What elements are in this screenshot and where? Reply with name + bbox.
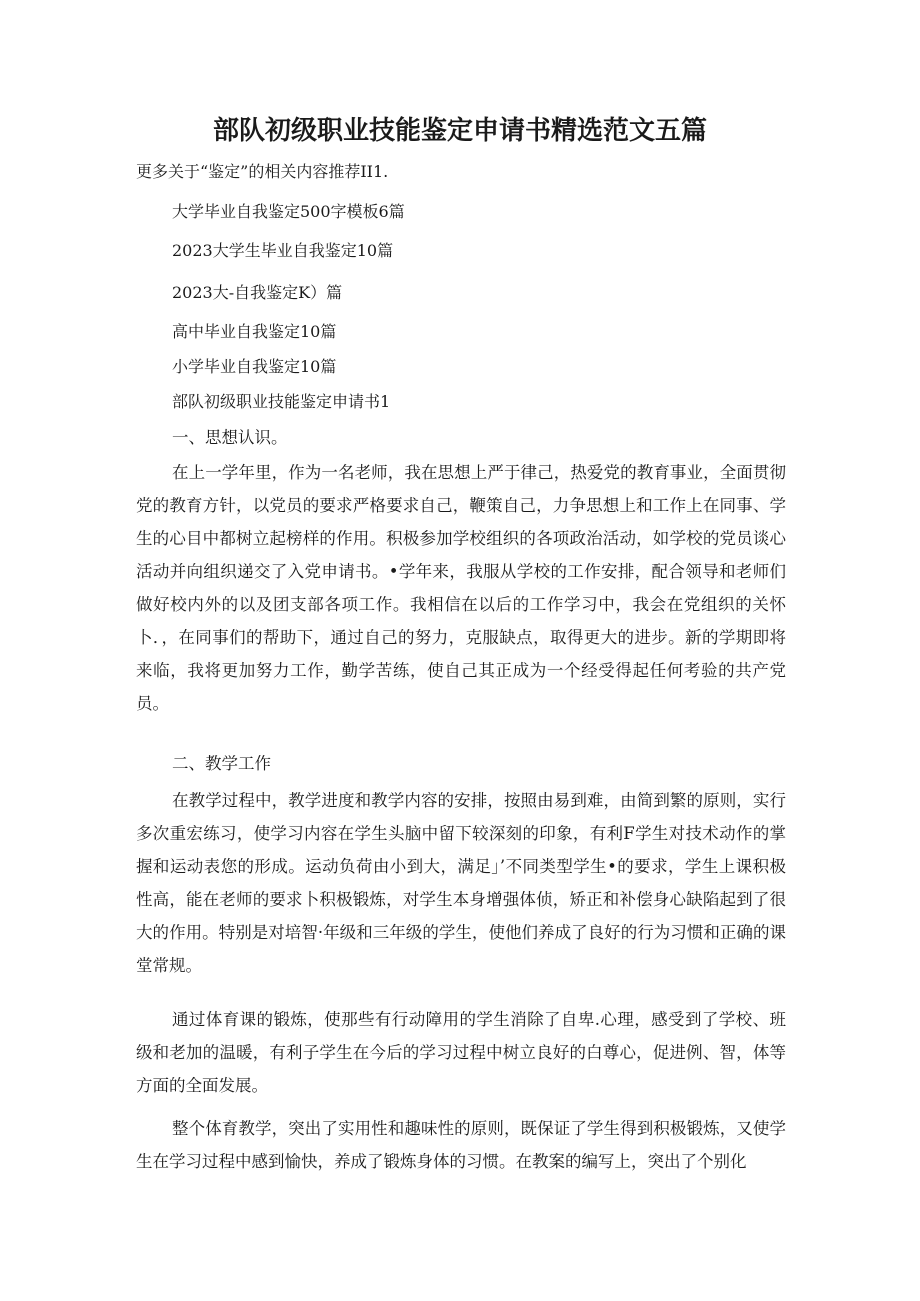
paragraph-teaching: 在教学过程中，教学进度和教学内容的安排，按照由易到难，由简到繁的原则，实行多次重宏练习，使学习内容在学生头脑中留下较深刻的印象，有利F学生对技术动作的掌握和运动表您的形成。运动负荷由小到大，满足」’不同类型学生•的要求，学生上课积极性高，能在老师的要求卜积极锻炼，对学生本身增强体侦，矫正和补偿身心缺陷起到了很大的作用。特别是对培智·年级和三年级的学生，使他们养成了良好的行为习惯和正确的课堂常规。 (136, 791, 786, 975)
related-link-item[interactable]: 大学毕业自我鉴定500字模板6篇 (172, 202, 405, 221)
paragraph-thought: 在上一学年里，作为一名老师，我在思想上严于律己，热爱党的教育事业，全面贯彻党的教育方针，以党员的要求严格要求自己，鞭策自己，力争思想上和工作上在同事、学生的心目中都树立起榜样的作用。积极参加学校组织的各项政治活动，如学校的党员谈心活动并向组织递交了入党申请书。•学年来，我服从学校的工作安排，配合领导和老师们做好校内外的以及团支部各项工作。我相信在以后的工作学习中，我会在党组织的关怀卜．，在同事们的帮助下，通过自己的努力，克服缺点，取得更大的进步。新的学期即将来临，我将更加努力工作，勤学苦练，使自己其正成为一个经受得起任何考验的共产党员。 (136, 463, 786, 713)
related-link-item[interactable]: 小学毕业自我鉴定10篇 (172, 357, 337, 376)
paragraph-teaching-summary: 整个体育教学，突出了实用性和趣味性的原则，既保证了学生得到积极锻炼，又使学生在学习过程中感到愉快，养成了锻炼身体的习惯。在教案的编写上，突出了个别化 (136, 1119, 786, 1171)
related-link-item[interactable]: 高中毕业自我鉴定10篇 (172, 322, 337, 341)
related-link-item[interactable]: 部队初级职业技能鉴定申请书1 (172, 392, 391, 411)
section-heading-teaching: 二、教学工作 (172, 754, 271, 773)
related-intro: 更多关于“鉴定”的相关内容推荐II1. (136, 162, 389, 181)
related-link-item[interactable]: 2023大学生毕业自我鉴定10篇 (172, 241, 394, 260)
paragraph-pe-benefits: 通过体育课的锻炼，使那些有行动障用的学生消除了自卑.心理，感受到了学校、班级和老加的温暖，有利子学生在今后的学习过程中树立良好的白尊心，促进例、智，体等方面的全面发展。 (136, 1010, 786, 1095)
section-heading-thought: 一、思想认识。 (172, 428, 288, 447)
related-link-item[interactable]: 2023大-自我鉴定K）篇 (172, 283, 343, 302)
document-title: 部队初级职业技能鉴定申请书精选范文五篇 (212, 116, 707, 146)
